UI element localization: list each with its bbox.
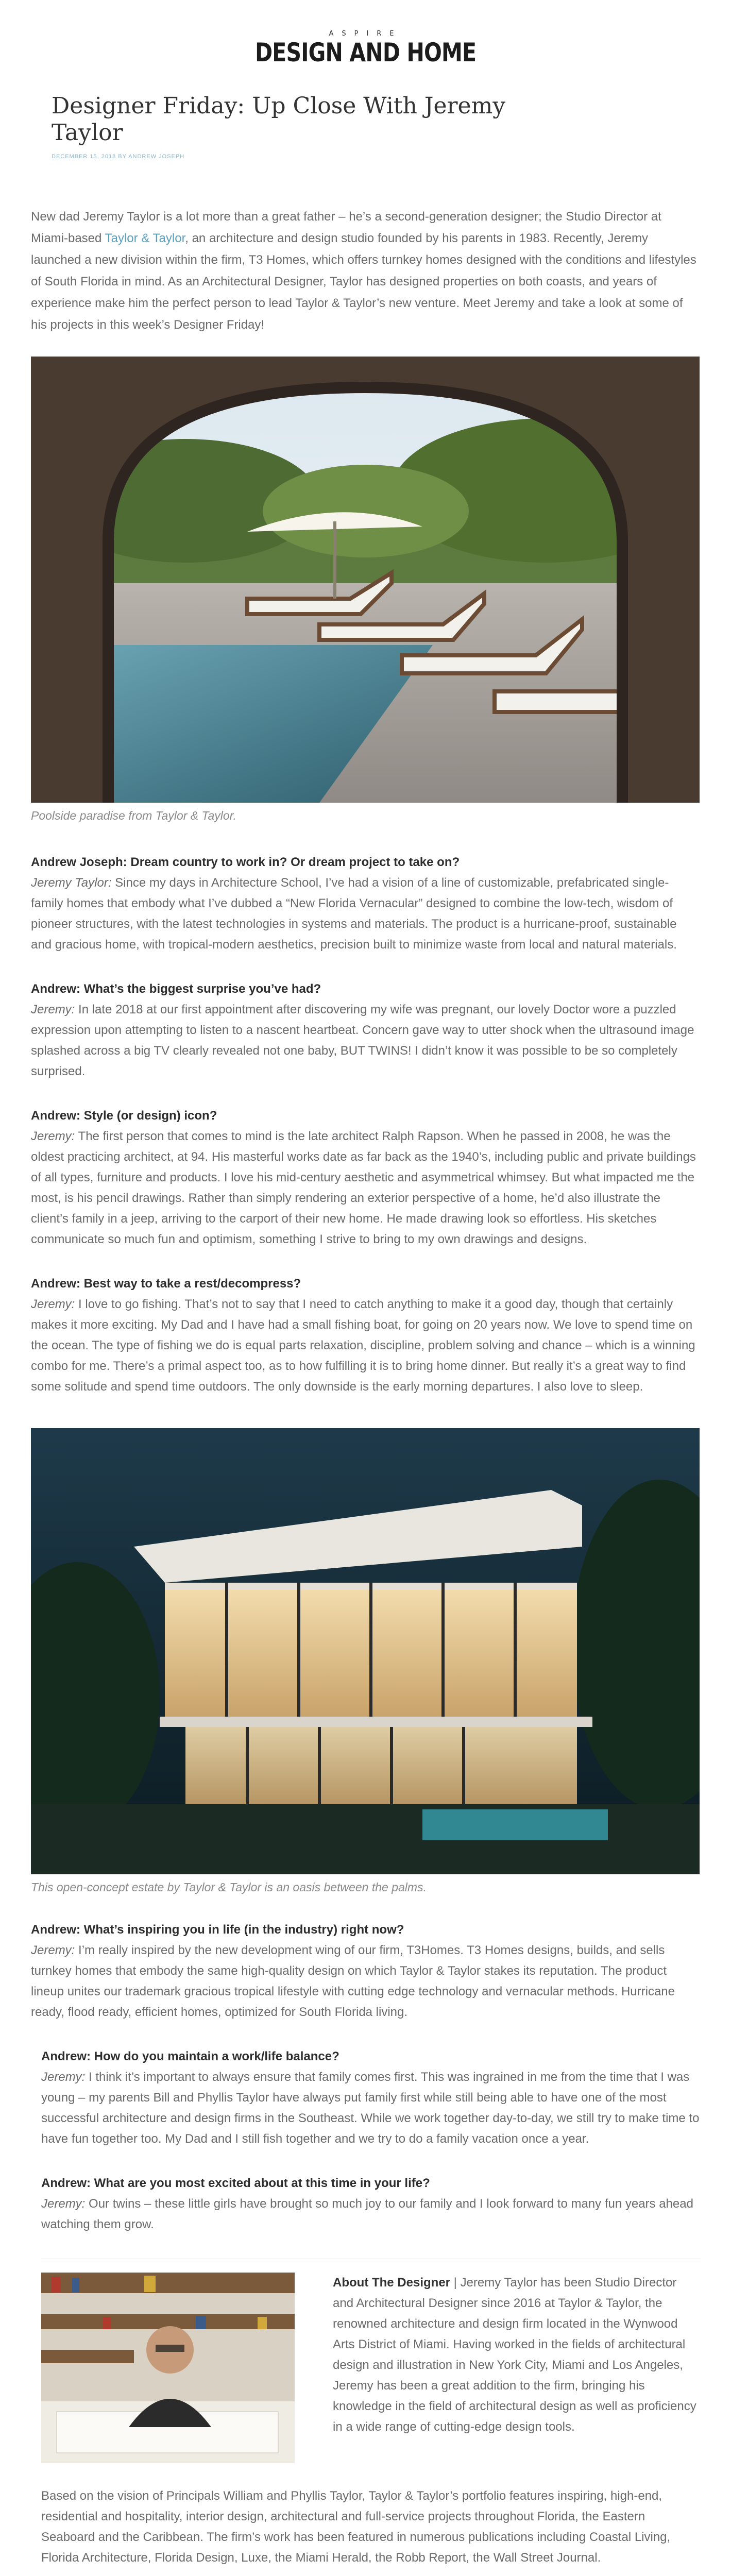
answer-text: I’m really inspired by the new development wing of our firm, T3Homes. T3 Homes designs, builds, and sells turnkey homes that embody the same high-quality design on which Taylor & Taylor stakes its reputation. The product lineup unites our trademark gracious tropical lifestyle with cutting edge technology and vernacular methods. Hurricane ready, flood ready, efficient homes, optimized for South Florida living.	[31, 1943, 675, 2019]
closing-paragraph-1: Based on the vision of Principals William and Phyllis Taylor, Taylor & Taylor’s portfolio features inspiring, high-end, residential and hospitality, interior design, architectural and full-service projects throughout Florida, the Eastern Seaboard and the Caribbean. The firm’s work has been featured in numerous publications including Coastal Living, Florida Architecture, Florida Design, Luxe, the Miami Herald, the Robb Report, the Wall Street Journal.	[41, 2489, 671, 2565]
answer-speaker: Jeremy:	[41, 2197, 86, 2211]
answer-text: The first person that comes to mind is the late architect Ralph Rapson. When he passed in 2008, he was the oldest practicing architect, at 94. His masterful works date as far back as the 1940’s, including public and private buildings of all types, furniture and products. I love his mid-century aesthetic and asymmetrical whimsey. But what impacted me the most, is his pencil drawings. Rather than simply rendering an exterior perspective of a home, he’d also illustrate the client’s family in a jeep, arriving to the carport of their new home. He made drawing look so effortless. His sketches communicate so much fun and optimism, something I strive to bring to my own drawings and designs.	[31, 1129, 696, 1246]
site-logo[interactable]: DESIGN AND HOME	[254, 38, 477, 67]
about-text	[333, 2273, 701, 2463]
designer-portrait	[41, 2273, 295, 2463]
answer	[31, 873, 701, 955]
answer	[41, 2067, 701, 2149]
masthead-kicker: ASPIRE	[329, 30, 402, 38]
answer-text: I love to go fishing. That’s not to say that I need to catch anything to make it a good day, though that certainly makes it more exciting. My Dad and I have had a small fishing boat, for going on 20 years now. We love to spend time on the ocean. The type of fishing we do is equal parts relaxation, discipline, problem solving and chance – which is a winning combo for me. There’s a primal aspect too, as to how fulfilling it is to bring home dinner. But really it’s a great way to find some solitude and spend time outdoors. The only downside is the early morning departures. I also love to sleep.	[31, 1297, 695, 1394]
intro-paragraph	[31, 206, 701, 336]
answer-text: Since my days in Architecture School, I’ve had a vision of a line of customizable, prefabricated single-family homes that embody what I’ve dubbed a “New Florida Vernacular” designed to combine the low-tech, wisdom of pioneer structures, with the latest technologies in systems and materials. The product is a hurricane-proof, sustainable and gracious home, with tropical-modern aesthetics, precision built to minimize waste from local and natural materials.	[31, 876, 677, 952]
hero-image	[31, 357, 700, 803]
qa-item	[31, 1920, 701, 2023]
question: Andrew: What’s inspiring you in life (in the industry) right now?	[31, 1923, 404, 1937]
estate-image	[31, 1428, 700, 1874]
question: Andrew: Best way to take a rest/decompress?	[31, 1277, 301, 1291]
answer-speaker: Jeremy:	[31, 1003, 75, 1016]
qa-block-3	[41, 2046, 701, 2235]
answer-speaker: Jeremy:	[31, 1297, 75, 1311]
qa-item	[31, 1274, 701, 1397]
question: Andrew Joseph: Dream country to work in? Or dream project to take on?	[31, 855, 460, 869]
intro-text-end: , an architecture and design studio founded by his parents in 1983. Recently, Jeremy launched a new division within the firm, T3 Homes, which offers turnkey homes designed with the conditions and lifestyles of South Florida in mind. As an Architectural Designer, Taylor has designed properties on both coasts, and years of experience make him the perfect person to lead Taylor & Taylor’s new venture. Meet Jeremy and take a look at some of his projects in this week’s Designer Friday!	[31, 231, 696, 332]
intro-text-start: New dad Jeremy Taylor is a lot more than a great father – he’s a second-generation designer; the Studio Director at Miami-based	[31, 210, 661, 245]
hero-caption: Poolside paradise from Taylor & Taylor.	[31, 809, 236, 822]
answer-text: In late 2018 at our first appointment after discovering my wife was pregnant, our lovely Doctor wore a puzzled expression upon attempting to listen to a nascent heartbeat. Concern gave way to utter shock when the ultrasound image splashed across a big TV clearly revealed not one baby, BUT TWINS! I didn’t know it was possible to be so completely surprised.	[31, 1003, 694, 1078]
taylor-link[interactable]: Taylor & Taylor	[105, 231, 185, 245]
closing-section	[41, 2486, 701, 2576]
answer	[31, 1126, 701, 1250]
about-body: | Jeremy Taylor has been Studio Director and Architectural Designer since 2016 at Taylor & Taylor, the renowned architecture and design firm located in the Wynwood Arts District of Miami. Having worked in the fields of architectural design and illustration in New York City, Miami and Los Angeles, Jeremy has been a great addition to the firm, bringing his knowledge in the field of architectural design as well as proficiency in a wide range of cutting-edge design tools.	[333, 2276, 696, 2434]
byline: DECEMBER 15, 2018 BY ANDREW JOSEPH	[52, 154, 185, 160]
masthead	[0, 0, 731, 67]
answer-text: Our twins – these little girls have brought so much joy to our family and I look forward to many fun years ahead watching them grow.	[41, 2197, 693, 2231]
answer-speaker: Jeremy:	[41, 2070, 86, 2084]
answer-text: I think it’s important to always ensure that family comes first. This was ingrained in me from the time that I was young – my parents Bill and Phyllis Taylor have always put family first while still being able to have one of the most successful architecture and design firms in the Southeast. While we work together day-to-day, we still try to make time to have fun together too. My Dad and I still fish together and we try to do a family vacation once a year.	[41, 2070, 700, 2146]
qa-item	[41, 2173, 701, 2235]
question: Andrew: Style (or design) icon?	[31, 1109, 217, 1123]
estate-caption: This open-concept estate by Taylor & Taylor is an oasis between the palms.	[31, 1880, 427, 1894]
qa-item	[31, 852, 701, 955]
poolside-illustration	[31, 357, 700, 803]
answer	[31, 1294, 701, 1397]
article-body	[31, 206, 701, 2576]
question: Andrew: What’s the biggest surprise you’ve had?	[31, 982, 321, 996]
question: Andrew: How do you maintain a work/life balance?	[41, 2049, 339, 2063]
qa-block-1	[31, 852, 701, 1397]
page-title: Designer Friday: Up Close With Jeremy Taylor	[52, 93, 506, 146]
qa-item	[31, 1106, 701, 1250]
about-designer	[41, 2259, 701, 2463]
answer	[41, 2194, 701, 2235]
qa-item	[31, 979, 701, 1082]
answer-speaker: Jeremy:	[31, 1943, 75, 1957]
answer-speaker: Jeremy Taylor:	[31, 876, 112, 890]
question: Andrew: What are you most excited about at this time in your life?	[41, 2176, 430, 2190]
night-estate-illustration	[31, 1428, 700, 1874]
qa-block-2	[31, 1920, 701, 2023]
answer	[31, 999, 701, 1082]
qa-item	[41, 2046, 701, 2149]
answer-speaker: Jeremy:	[31, 1129, 75, 1143]
title-block	[52, 93, 567, 160]
answer	[31, 1940, 701, 2023]
about-heading: About The Designer	[333, 2276, 451, 2290]
designer-photo	[41, 2273, 295, 2463]
